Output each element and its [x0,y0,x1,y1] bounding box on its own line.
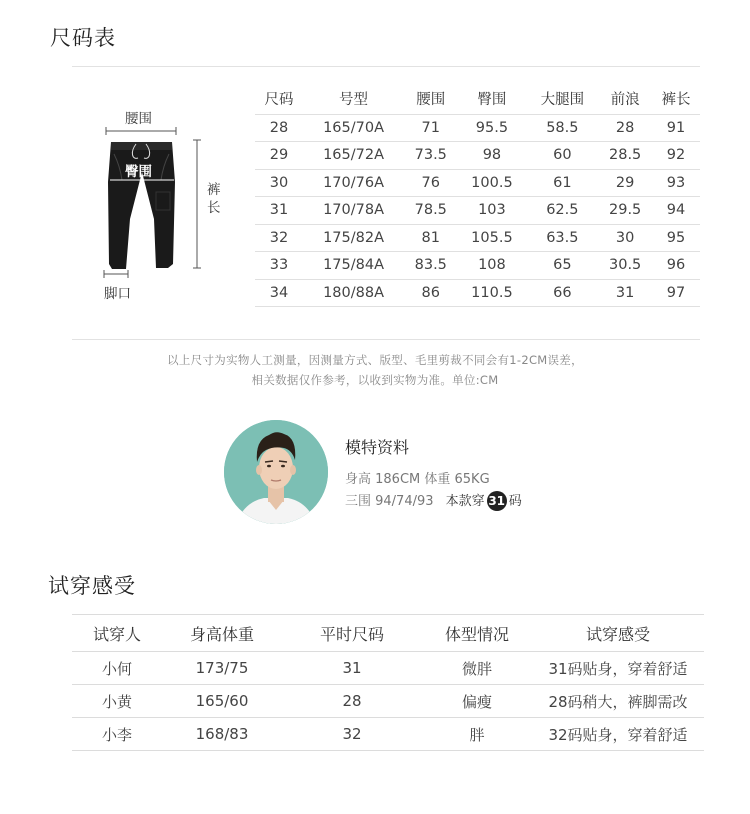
cell: 81 [404,224,458,252]
cell: 108 [458,252,527,280]
cell: 32码贴身，穿着舒适 [532,718,704,751]
header-body-type: 体型情况 [422,615,532,652]
cell: 31 [282,652,422,685]
cell: 小李 [72,718,162,751]
cell: 103 [458,197,527,225]
cell: 66 [526,279,598,307]
cell: 32 [255,224,303,252]
header-tester: 试穿人 [72,615,162,652]
cell: 76 [404,169,458,197]
header-waist: 腰围 [416,92,446,109]
cell: 170/78A [303,197,404,225]
table-row [72,718,704,751]
cell: 28 [282,685,422,718]
cell: 180/88A [303,279,404,307]
header-feedback: 试穿感受 [532,615,704,652]
model-wearing-prefix: 本款穿 [445,494,485,509]
table-row [255,224,700,252]
cell: 28.5 [598,142,652,170]
cell: 29 [255,142,303,170]
header-thigh: 大腿围 [540,92,585,109]
measurement-note-line2: 相关数据仅作参考，以收到实物为准。单位:CM [251,373,499,387]
cell: 92 [652,142,700,170]
model-wearing-line [345,490,522,511]
cell: 98 [458,142,527,170]
model-height-weight: 身高 186CM 体重 65KG [345,472,490,487]
cell: 100.5 [458,169,527,197]
cell: 30 [598,224,652,252]
cell: 31 [255,197,303,225]
cell: 94 [652,197,700,225]
cell: 93 [652,169,700,197]
cell: 28 [598,114,652,142]
cell: 34 [255,279,303,307]
header-model-type: 号型 [339,92,369,109]
cell: 168/83 [162,718,282,751]
header-hip: 臀围 [477,92,507,109]
cell: 110.5 [458,279,527,307]
cell: 71 [404,114,458,142]
cell: 61 [526,169,598,197]
cell: 62.5 [526,197,598,225]
cell: 32 [282,718,422,751]
table-row [255,169,700,197]
model-wearing-suffix: 码 [508,494,522,509]
cell: 175/84A [303,252,404,280]
header-size: 尺码 [264,92,294,109]
waist-label: 腰围 [125,111,152,127]
table-row [255,142,700,170]
cell: 29.5 [598,197,652,225]
cell: 58.5 [526,114,598,142]
cell: 31码贴身，穿着舒适 [532,652,704,685]
header-front-rise: 前浪 [610,92,640,109]
cell: 60 [526,142,598,170]
header-length: 裤长 [661,92,691,109]
cell: 小黄 [72,685,162,718]
cell: 165/70A [303,114,404,142]
size-chart-title: 尺码表 [50,26,116,50]
cell: 78.5 [404,197,458,225]
model-portrait [224,420,328,524]
divider [72,339,700,340]
cell: 偏瘦 [422,685,532,718]
length-label-1: 裤 [207,182,221,198]
model-measurements: 三围 94/74/93 [345,494,434,509]
cell: 83.5 [404,252,458,280]
cell: 28 [255,114,303,142]
measurement-note-line1: 以上尺寸为实物人工测量，因测量方式、版型、毛里剪裁不同会有1-2CM误差， [167,353,583,367]
pants-diagram [96,104,236,304]
cell: 31 [598,279,652,307]
cell: 30.5 [598,252,652,280]
size-table [255,84,700,307]
cell: 97 [652,279,700,307]
table-row [255,279,700,307]
cell: 173/75 [162,652,282,685]
cell: 165/72A [303,142,404,170]
table-row [255,252,700,280]
model-avatar [224,420,328,524]
cell: 95 [652,224,700,252]
cell: 63.5 [526,224,598,252]
divider [72,66,700,67]
table-row [255,114,700,142]
try-on-table [72,614,704,751]
model-size-badge: 31 [487,491,507,511]
cell: 105.5 [458,224,527,252]
hip-label: 臀围 [125,164,152,180]
cell: 86 [404,279,458,307]
header-height-weight: 身高体重 [162,615,282,652]
model-info-title: 模特资料 [345,438,410,457]
cell: 91 [652,114,700,142]
header-usual-size: 平时尺码 [282,615,422,652]
cell: 28码稍大，裤脚需改 [532,685,704,718]
cell: 96 [652,252,700,280]
cell: 微胖 [422,652,532,685]
table-row [255,197,700,225]
cell: 95.5 [458,114,527,142]
table-row [72,652,704,685]
cell: 29 [598,169,652,197]
try-on-header [72,615,704,652]
cell: 73.5 [404,142,458,170]
cell: 小何 [72,652,162,685]
try-on-title: 试穿感受 [48,574,136,598]
cell: 65 [526,252,598,280]
size-table-header [255,84,700,114]
length-label-2: 长 [207,200,221,216]
cell: 170/76A [303,169,404,197]
cell: 胖 [422,718,532,751]
cell: 165/60 [162,685,282,718]
cuff-label: 脚口 [104,286,131,302]
cell: 30 [255,169,303,197]
cell: 175/82A [303,224,404,252]
table-row [72,685,704,718]
cell: 33 [255,252,303,280]
